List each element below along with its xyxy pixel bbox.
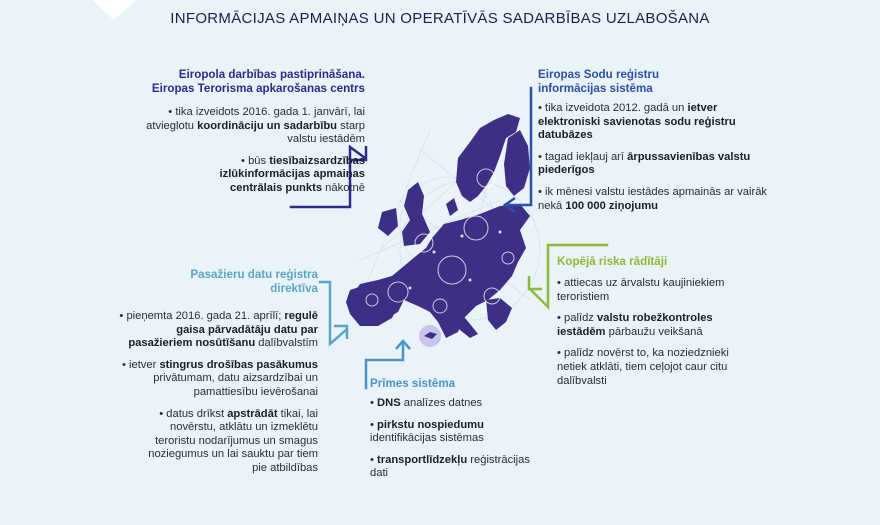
pnr-section [110,268,318,484]
ecris-heading [538,68,768,96]
prum-item-3: • transportlīdzekļu reģistrācijas dati [370,454,530,481]
ecris-section [538,68,768,221]
risk-arrowhead [529,276,542,289]
ecris-item-3: • ik mēnesi valstu iestādes apmainās ar vairāk nekā 100 000 ziņojumu [538,186,768,213]
pnr-list [110,310,318,476]
risk-item-3: • palīdz novērst to, ka noziedznieki netiek atklāti, tiem ceļojot caur citu dalībvalsti [557,347,757,388]
ecris-list [538,102,768,213]
pnr-connector-arrow [320,282,346,344]
europol-heading [120,68,365,96]
pnr-arrowhead [334,326,347,339]
pnr-heading-line2: direktīva [270,282,318,295]
europol-list [120,106,365,196]
prum-heading: Prīmes sistēma [370,377,456,390]
risk-heading: Kopējā riska rādītāji [557,255,668,268]
europe-silhouette [346,114,530,338]
prum-item-2: • pirkstu nospiedumu identifikācijas sistēmas [370,419,530,446]
ecris-heading-line1: Eiropas Sodu reģistru [538,68,660,81]
risk-item-2: • palīdz valstu robežkontroles iestādēm pārbaužu veikšanā [557,312,757,339]
ecris-heading-line2: informācijas sistēma [538,82,653,95]
risk-item-1: • attiecas uz ārvalstu kaujiniekiem teroristiem [557,277,757,304]
europol-section [120,68,365,204]
page-title: INFORMĀCIJAS APMAIŅAS UN OPERATĪVĀS SADARBĪBAS UZLABOŠANA [170,10,710,27]
europol-item-1: • tika izveidots 2016. gada 1. janvārī, lai atvieglotu koordināciju un sadarbību starp valstu iestādēm [120,106,365,147]
prum-list [370,397,530,481]
prum-item-1: • DNS analīzes datnes [370,397,530,411]
europol-heading-line1: Eiropola darbības pastiprināšana. [178,68,365,81]
risk-indicators-section [557,255,757,396]
pnr-item-1: • pieņemta 2016. gada 21. aprīlī; regulē gaisa pārvadātāju datu par pasažieriem nosūtīšanu dalībvalstīm [110,310,318,351]
risk-list [557,277,757,388]
ecris-item-2: • tagad iekļauj arī ārpussavienības valstu piederīgos [538,151,768,178]
ecris-item-1: • tika izveidota 2012. gadā un ietver elektroniski savienotas sodu reģistru datubāzes [538,102,768,143]
pnr-item-3: • datus drīkst apstrādāt tikai, lai novērstu, atklātu un izmeklētu teroristu nodarījumus un smagus noziegumus un lai sauktu par tiem pie atbildības [110,408,318,476]
pnr-item-2: • ietver stingrus drošības pasākumus privātumam, datu aizsardzībai un pamattiesību ievērošanai [110,359,318,400]
pnr-heading-line1: Pasažieru datu reģistra [190,268,318,281]
europol-item-2: • būs tiesībaizsardzības izlūkinformācijas apmaiņas centrālais punkts nākotnē [145,155,365,196]
pnr-heading [110,268,318,296]
europol-heading-line2: Eiropas Terorisma apkarošanas centrs [151,82,365,95]
prum-section [370,377,530,489]
